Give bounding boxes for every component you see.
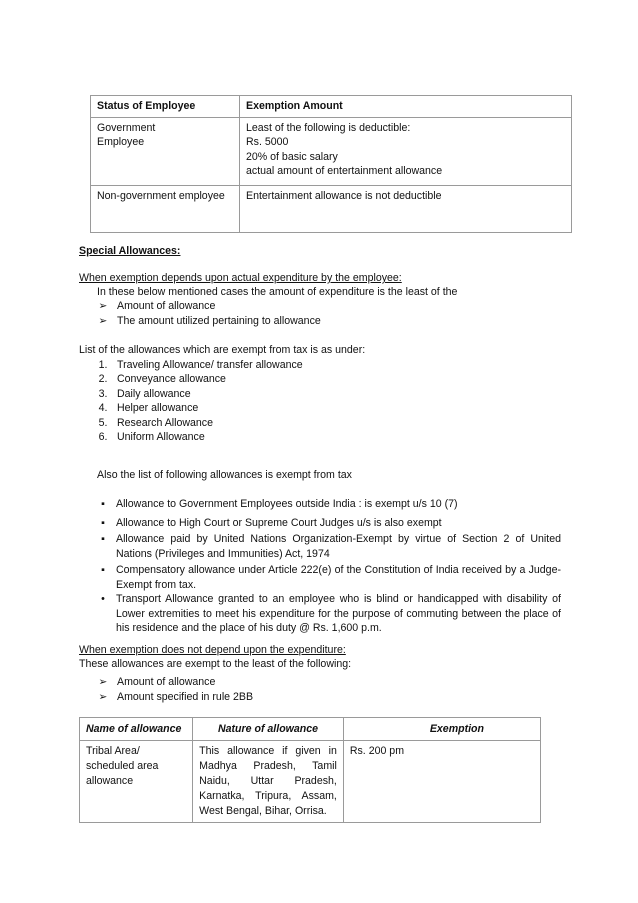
cell-line: Government <box>97 121 156 134</box>
allowance-table-header <box>80 718 541 741</box>
square-bullet-icon: ▪ <box>101 517 105 529</box>
cell-line: Employee <box>97 136 145 148</box>
allowance-name-cell: Tribal Area/ scheduled area allowance <box>80 741 193 823</box>
allowance-nature-cell: This allowance if given in Madhya Pradesh, Tamil Naidu, Uttar Pradesh, Karnatka, Tripura, Assam, West Bengal, Bihar, Orrisa. <box>193 741 344 823</box>
list-item-text: Allowance to Government Employees outside India : is exempt u/s 10 (7) <box>116 498 458 510</box>
arrow-bullet-icon: ➢ <box>98 315 108 327</box>
header-status: Status of Employee <box>91 96 240 118</box>
allowance-exemption-cell: Rs. 200 pm <box>343 741 540 823</box>
status-cell: Non-government employee <box>91 185 240 232</box>
intro-text-2: These allowances are exempt to the least of the following: <box>79 658 352 670</box>
round-bullet-icon: • <box>101 593 105 605</box>
list-item-text: Transport Allowance granted to an employee who is blind or handicapped with disability of Lower extremities to meet his expenditure for the purpose of commuting between the place of his residence and the place of his duty @ Rs. 1,600 p.m. <box>116 593 561 634</box>
square-bullet-icon: ▪ <box>101 564 105 576</box>
exemption-table-header <box>91 96 572 118</box>
arrow-bullet-icon: ➢ <box>98 300 108 312</box>
list-intro: List of the allowances which are exempt from tax is as under: <box>79 344 366 356</box>
arrow-bullet-icon: ➢ <box>98 691 108 703</box>
arrow-bullet-icon: ➢ <box>98 676 108 688</box>
subheading-actual-expenditure: When exemption depends upon actual expenditure by the employee: <box>79 272 402 284</box>
cell-line: actual amount of entertainment allowance <box>246 165 443 177</box>
table-row <box>91 185 572 232</box>
cell-line: 20% of basic salary <box>246 150 338 163</box>
square-bullet-icon: ▪ <box>101 533 105 545</box>
subheading-no-expenditure: When exemption does not depend upon the expenditure: <box>79 644 346 656</box>
cell-line: Rs. 5000 <box>246 136 289 148</box>
amount-cell <box>240 117 572 185</box>
header-exemption: Exemption <box>343 718 540 741</box>
allowance-table <box>79 717 541 823</box>
header-name: Name of allowance <box>80 718 193 741</box>
also-text: Also the list of following allowances is exempt from tax <box>97 469 352 481</box>
status-cell <box>91 117 240 185</box>
exemption-table <box>90 95 572 233</box>
list-item-text: Allowance to High Court or Supreme Court Judges u/s is also exempt <box>116 517 442 529</box>
cell-line: Least of the following is deductible: <box>246 121 411 134</box>
intro-text: In these below mentioned cases the amount of expenditure is the least of the <box>97 286 458 298</box>
section-heading: Special Allowances: <box>79 245 181 257</box>
amount-cell: Entertainment allowance is not deductible <box>240 185 572 232</box>
header-amount: Exemption Amount <box>240 96 572 118</box>
list-item-text: Compensatory allowance under Article 222(e) of the Constitution of India received by a Judge- Exempt from tax. <box>116 564 561 591</box>
square-bullet-icon: ▪ <box>101 498 105 510</box>
list-item-text: Allowance paid by United Nations Organization-Exempt by virtue of Section 2 of United Nations (Privileges and Immunities) Act, 1974 <box>116 533 561 560</box>
table-row <box>91 117 572 185</box>
table-row <box>80 741 541 823</box>
header-nature: Nature of allowance <box>193 718 344 741</box>
